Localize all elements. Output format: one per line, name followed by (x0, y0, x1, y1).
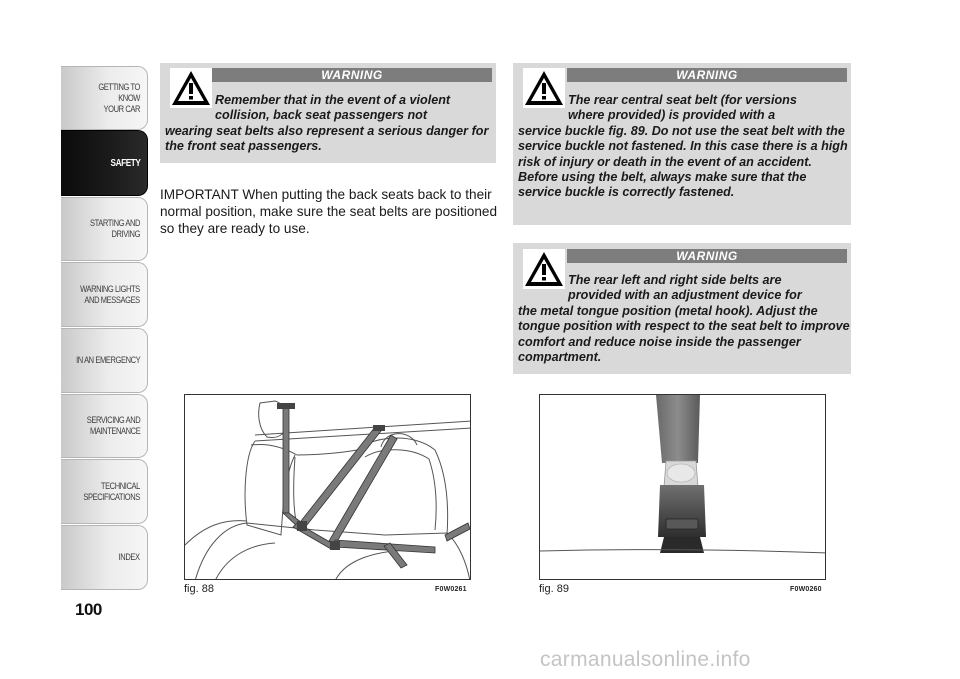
service-buckle-illustration (540, 395, 826, 580)
figure-89-label: fig. 89 (539, 583, 569, 595)
figure-88-code: F0W0261 (435, 586, 467, 593)
warning-title-bar: WARNING (567, 68, 847, 82)
warning-text: The rear left and right side belts are provided with an adjustment device for the metal tongue position (metal hook). Adjust the tongue position with respect to the seat belt to improve comfort and reduce noise inside the passenger compartment. (518, 273, 850, 365)
tab-servicing[interactable]: SERVICING AND MAINTENANCE (61, 394, 148, 458)
figure-88-rear-seats (184, 394, 471, 580)
figure-89-code: F0W0260 (790, 586, 822, 593)
warning-title-bar: WARNING (567, 249, 847, 263)
tab-safety[interactable]: SAFETY (61, 130, 148, 196)
tab-warning-lights[interactable]: WARNING LIGHTS AND MESSAGES (61, 262, 148, 327)
warning-box-central-belt (513, 63, 851, 225)
page-number: 100 (75, 600, 102, 619)
warning-title-bar: WARNING (212, 68, 492, 82)
tab-getting-to-know[interactable]: GETTING TO KNOW YOUR CAR (61, 66, 148, 130)
figure-89-service-buckle (539, 394, 826, 580)
important-note: IMPORTANT When putting the back seats back to their normal position, make sure the seat belts are positioned so they are ready to use. (160, 187, 498, 236)
warning-box-side-belts (513, 243, 851, 374)
tab-index[interactable]: INDEX (61, 525, 148, 590)
warning-text: The rear central seat belt (for versions where provided) is provided with a service buckle fig. 89. Do not use the seat belt with the service buckle not fastened. In this case there is a high risk of injury or death in the event of an accident. Before using the belt, always make sure that the service buckle is correctly fastened. (518, 93, 848, 200)
tab-starting-driving[interactable]: STARTING AND DRIVING (61, 197, 148, 261)
warning-text: Remember that in the event of a violent collision, back seat passengers not wearing seat belts also represent a serious danger for the front seat passengers. (165, 93, 489, 154)
tab-emergency[interactable]: IN AN EMERGENCY (61, 328, 148, 393)
watermark: carmanualsonline.info (540, 648, 751, 671)
rear-seat-belts-illustration (185, 395, 471, 580)
warning-box-passengers (160, 63, 496, 163)
figure-88-label: fig. 88 (184, 583, 214, 595)
tab-technical[interactable]: TECHNICAL SPECIFICATIONS (61, 459, 148, 524)
